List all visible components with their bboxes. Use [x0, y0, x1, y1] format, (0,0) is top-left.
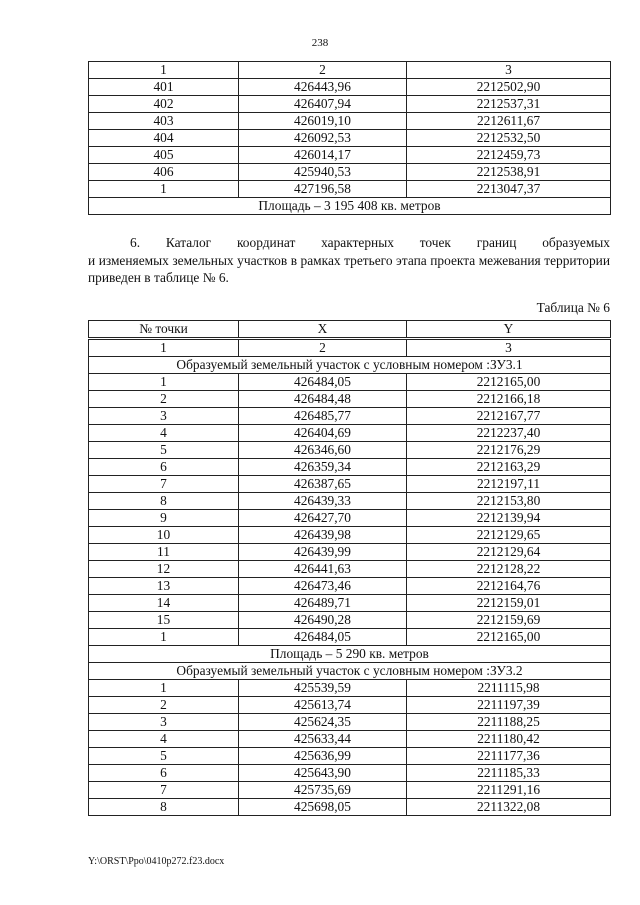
table-row — [89, 391, 611, 408]
column-index-cell: 3 — [407, 62, 611, 79]
y-coordinate-cell: 2211185,33 — [407, 765, 611, 782]
x-coordinate-cell: 425940,53 — [239, 164, 407, 181]
x-coordinate-cell: 426404,69 — [239, 425, 407, 442]
x-coordinate-cell: 426484,48 — [239, 391, 407, 408]
y-coordinate-cell: 2211180,42 — [407, 731, 611, 748]
table-row — [89, 765, 611, 782]
x-coordinate-cell: 426441,63 — [239, 561, 407, 578]
table-row — [89, 612, 611, 629]
x-coordinate-cell: 425643,90 — [239, 765, 407, 782]
table-row — [89, 527, 611, 544]
point-number-cell: 3 — [89, 408, 239, 425]
y-coordinate-cell: 2212538,91 — [407, 164, 611, 181]
point-number-cell: 4 — [89, 425, 239, 442]
point-number-cell: 15 — [89, 612, 239, 629]
y-coordinate-cell: 2212167,77 — [407, 408, 611, 425]
x-coordinate-cell: 426346,60 — [239, 442, 407, 459]
x-coordinate-cell: 425698,05 — [239, 799, 407, 816]
point-number-cell: 5 — [89, 442, 239, 459]
point-number-cell: 1 — [89, 629, 239, 646]
column-index-cell: 1 — [89, 62, 239, 79]
point-number-cell: 9 — [89, 510, 239, 527]
header-x: X — [239, 321, 407, 339]
column-index-cell: 1 — [89, 339, 239, 357]
y-coordinate-cell: 2213047,37 — [407, 181, 611, 198]
point-number-cell: 6 — [89, 459, 239, 476]
table-row — [89, 442, 611, 459]
table-row — [89, 697, 611, 714]
x-coordinate-cell: 426359,34 — [239, 459, 407, 476]
x-coordinate-cell: 426489,71 — [239, 595, 407, 612]
area-cell: Площадь – 3 195 408 кв. метров — [89, 198, 611, 215]
table-row — [89, 147, 611, 164]
y-coordinate-cell: 2211291,16 — [407, 782, 611, 799]
y-coordinate-cell: 2212165,00 — [407, 629, 611, 646]
header-y: Y — [407, 321, 611, 339]
x-coordinate-cell: 425613,74 — [239, 697, 407, 714]
point-number-cell: 7 — [89, 782, 239, 799]
x-coordinate-cell: 426485,77 — [239, 408, 407, 425]
header-point-number: № точки — [89, 321, 239, 339]
y-coordinate-cell: 2211188,25 — [407, 714, 611, 731]
point-number-cell: 402 — [89, 96, 239, 113]
x-coordinate-cell: 426019,10 — [239, 113, 407, 130]
x-coordinate-cell: 426387,65 — [239, 476, 407, 493]
point-number-cell: 401 — [89, 79, 239, 96]
table-row — [89, 561, 611, 578]
x-coordinate-cell: 427196,58 — [239, 181, 407, 198]
header-row — [89, 321, 611, 339]
table-row — [89, 510, 611, 527]
x-coordinate-cell: 425636,99 — [239, 748, 407, 765]
y-coordinate-cell: 2212139,94 — [407, 510, 611, 527]
column-index-row — [89, 62, 611, 79]
y-coordinate-cell: 2212237,40 — [407, 425, 611, 442]
table-row — [89, 374, 611, 391]
point-number-cell: 7 — [89, 476, 239, 493]
area-row — [89, 646, 611, 663]
table-6 — [88, 320, 611, 816]
y-coordinate-cell: 2212532,50 — [407, 130, 611, 147]
y-coordinate-cell: 2212163,29 — [407, 459, 611, 476]
y-coordinate-cell: 2212153,80 — [407, 493, 611, 510]
section-title-row — [89, 357, 611, 374]
y-coordinate-cell: 2212537,31 — [407, 96, 611, 113]
x-coordinate-cell: 426014,17 — [239, 147, 407, 164]
point-number-cell: 5 — [89, 748, 239, 765]
point-number-cell: 12 — [89, 561, 239, 578]
y-coordinate-cell: 2212176,29 — [407, 442, 611, 459]
x-coordinate-cell: 426407,94 — [239, 96, 407, 113]
table-row — [89, 629, 611, 646]
table-row — [89, 476, 611, 493]
point-number-cell: 1 — [89, 680, 239, 697]
catalog-paragraph — [88, 234, 610, 287]
x-coordinate-cell: 426439,33 — [239, 493, 407, 510]
x-coordinate-cell: 425624,35 — [239, 714, 407, 731]
x-coordinate-cell: 426427,70 — [239, 510, 407, 527]
point-number-cell: 10 — [89, 527, 239, 544]
y-coordinate-cell: 2212165,00 — [407, 374, 611, 391]
table-row — [89, 731, 611, 748]
footer-file-path: Y:\ORST\Ppo\0410p272.f23.docx — [88, 856, 225, 867]
y-coordinate-cell: 2211177,36 — [407, 748, 611, 765]
paragraph-rest: и изменяемых земельных участков в рамках третьего этапа проекта межевания территории приведен в таблице № 6. — [88, 252, 610, 285]
page-number: 238 — [311, 37, 329, 49]
coordinates-table-continued — [88, 61, 611, 215]
y-coordinate-cell: 2211197,39 — [407, 697, 611, 714]
point-number-cell: 406 — [89, 164, 239, 181]
table-row — [89, 714, 611, 731]
y-coordinate-cell: 2212166,18 — [407, 391, 611, 408]
area-row — [89, 198, 611, 215]
point-number-cell: 4 — [89, 731, 239, 748]
table-row — [89, 595, 611, 612]
x-coordinate-cell: 426473,46 — [239, 578, 407, 595]
column-index-row — [89, 339, 611, 357]
point-number-cell: 1 — [89, 181, 239, 198]
point-number-cell: 3 — [89, 714, 239, 731]
area-cell: Площадь – 5 290 кв. метров — [89, 646, 611, 663]
x-coordinate-cell: 425539,59 — [239, 680, 407, 697]
x-coordinate-cell: 425633,44 — [239, 731, 407, 748]
x-coordinate-cell: 425735,69 — [239, 782, 407, 799]
table-row — [89, 164, 611, 181]
point-number-cell: 2 — [89, 697, 239, 714]
point-number-cell: 2 — [89, 391, 239, 408]
y-coordinate-cell: 2212164,76 — [407, 578, 611, 595]
y-coordinate-cell: 2212128,22 — [407, 561, 611, 578]
y-coordinate-cell: 2212129,64 — [407, 544, 611, 561]
paragraph-line-1: 6. Каталог координат характерных точек границ образуемых — [130, 235, 610, 250]
column-index-cell: 2 — [239, 339, 407, 357]
table-row — [89, 459, 611, 476]
y-coordinate-cell: 2212459,73 — [407, 147, 611, 164]
y-coordinate-cell: 2212129,65 — [407, 527, 611, 544]
table-row — [89, 408, 611, 425]
y-coordinate-cell: 2212159,01 — [407, 595, 611, 612]
table-row — [89, 544, 611, 561]
table-row — [89, 680, 611, 697]
point-number-cell: 13 — [89, 578, 239, 595]
x-coordinate-cell: 426490,28 — [239, 612, 407, 629]
point-number-cell: 11 — [89, 544, 239, 561]
point-number-cell: 1 — [89, 374, 239, 391]
table-row — [89, 96, 611, 113]
x-coordinate-cell: 426484,05 — [239, 374, 407, 391]
table-row — [89, 79, 611, 96]
table-row — [89, 782, 611, 799]
y-coordinate-cell: 2212159,69 — [407, 612, 611, 629]
y-coordinate-cell: 2212197,11 — [407, 476, 611, 493]
y-coordinate-cell: 2211115,98 — [407, 680, 611, 697]
section-title-row — [89, 663, 611, 680]
point-number-cell: 405 — [89, 147, 239, 164]
table-row — [89, 578, 611, 595]
column-index-cell: 3 — [407, 339, 611, 357]
x-coordinate-cell: 426484,05 — [239, 629, 407, 646]
table-row — [89, 130, 611, 147]
point-number-cell: 8 — [89, 493, 239, 510]
y-coordinate-cell: 2212611,67 — [407, 113, 611, 130]
x-coordinate-cell: 426443,96 — [239, 79, 407, 96]
x-coordinate-cell: 426439,99 — [239, 544, 407, 561]
table-row — [89, 181, 611, 198]
point-number-cell: 6 — [89, 765, 239, 782]
point-number-cell: 8 — [89, 799, 239, 816]
table-row — [89, 748, 611, 765]
y-coordinate-cell: 2211322,08 — [407, 799, 611, 816]
table-row — [89, 425, 611, 442]
point-number-cell: 404 — [89, 130, 239, 147]
point-number-cell: 403 — [89, 113, 239, 130]
section-title-zu3-2: Образуемый земельный участок с условным номером :ЗУ3.2 — [89, 663, 611, 680]
y-coordinate-cell: 2212502,90 — [407, 79, 611, 96]
table-row — [89, 799, 611, 816]
section-title-zu3-1: Образуемый земельный участок с условным номером :ЗУ3.1 — [89, 357, 611, 374]
column-index-cell: 2 — [239, 62, 407, 79]
x-coordinate-cell: 426092,53 — [239, 130, 407, 147]
table-row — [89, 493, 611, 510]
x-coordinate-cell: 426439,98 — [239, 527, 407, 544]
table-row — [89, 113, 611, 130]
table-caption: Таблица № 6 — [536, 300, 610, 315]
point-number-cell: 14 — [89, 595, 239, 612]
